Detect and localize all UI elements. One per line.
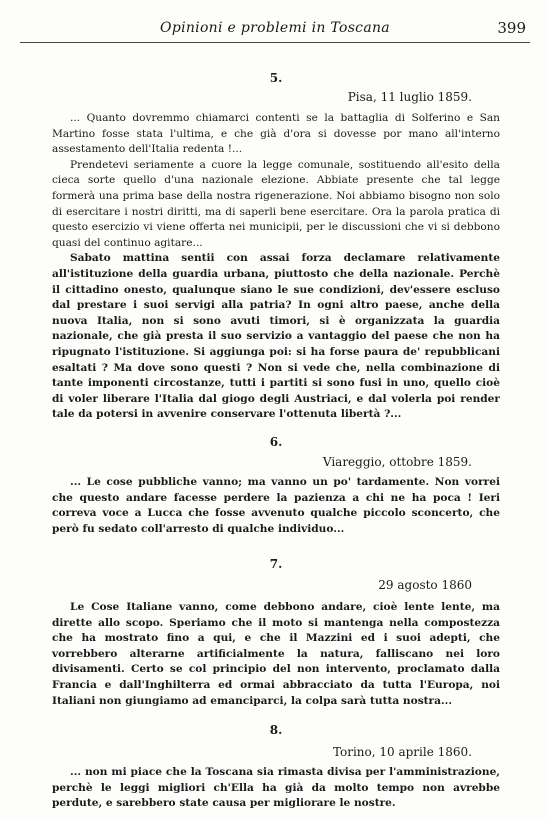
letter-body <box>52 765 500 812</box>
letter-body <box>52 111 500 423</box>
running-title: Opinioni e problemi in Toscana <box>160 20 390 36</box>
letter-body <box>52 475 500 537</box>
letter-section-5 <box>52 70 500 423</box>
paragraph: ... Quanto dovremmo chiamarci contenti se la battaglia di Solferino e San Martino fosse stata l'ultima, e che già d'ora si dovesse por mano all'interno assestamento dell'Italia redenta !... <box>52 112 500 156</box>
section-number: 7. <box>269 557 283 571</box>
paragraph: Sabato mattina sentii con assai forza declamare relativamente all'istituzione della guardia urbana, piuttosto che della nazionale. Perchè il cittadino onesto, qualunque siano le sue condizioni, dev'essere escluso dal prestare i suoi servigi alla patria? In ogni altro paese, anche della nuova Italia, non si sono avuti timori, si è organizzata la guardia nazionale, che già presta il suo servizio a vantaggio del paese che non ha ripugnato l'istituzione. Si aggiunga poi: si ha forse paura de' repubblicani esaltati ? Ma dove sono questi ? Non si vede che, nella combinazione di tante imponenti circostanze, tutti i partiti si sono fusi in uno, quello cioè di voler liberare l'Italia dal giogo degli Austriaci, e dal volerla poi render tale da potersi in avvenire conservare l'ottenuta libertà ?... <box>52 252 500 421</box>
paragraph: ... non mi piace che la Toscana sia rimasta divisa per l'amministrazione, perchè le leggi migliori ch'Ella ha già da molto tempo non avrebbe perdute, e sarebbero state causa per migliorare le nostre. <box>52 766 500 810</box>
place-date: Viareggio, ottobre 1859. <box>322 455 472 469</box>
place-date: Torino, 10 aprile 1860. <box>332 745 472 759</box>
letter-section-6 <box>52 434 500 537</box>
place-date: Pisa, 11 luglio 1859. <box>347 90 472 104</box>
page-number: 399 <box>497 19 526 37</box>
place-date: 29 agosto 1860 <box>378 578 472 592</box>
section-number: 8. <box>269 723 283 737</box>
page-header <box>20 16 530 43</box>
paragraph: Le Cose Italiane vanno, come debbono andare, cioè lente lente, ma dirette allo scopo. Speriamo che il moto si mantenga nella compostezza che ha mostrato fino a qui, e che il Mazzini ed i suoi adepti, che vorrebbero alterarne artificialmente la natura, falliscano nei loro divisamenti. Certo se col principio del non intervento, proclamato dalla Francia e dall'Inghilterra ed ormai abbracciato da tutta l'Europa, noi Italiani non giungiamo ad emanciparci, la colpa sarà tutta nostra... <box>52 601 500 707</box>
section-number: 6. <box>269 435 283 449</box>
letter-section-7 <box>52 556 500 709</box>
section-number: 5. <box>269 71 283 85</box>
paragraph: ... Le cose pubbliche vanno; ma vanno un po' tardamente. Non vorrei che questo andare facesse perdere la pazienza a chi ne ha poca ! Ieri correva voce a Lucca che fosse avvenuto qualche piccolo sconcerto, che però fu sedato coll'arresto di qualche individuo... <box>52 476 500 535</box>
paragraph: Prendetevi seriamente a cuore la legge comunale, sostituendo all'esito della cieca sorte quello d'una nazionale elezione. Abbiate presente che tal legge formerà una prima base della nostra rigenerazione. Noi abbiamo bisogno non solo di esercitare i nostri diritti, ma di saperli bene esercitare. Ora la parola pratica di questo esercizio vi viene offerta nei municipii, per le discussioni che vi si debbono quasi del continuo agitare... <box>52 158 500 249</box>
letter-body <box>52 600 500 709</box>
letter-section-8 <box>52 722 500 812</box>
